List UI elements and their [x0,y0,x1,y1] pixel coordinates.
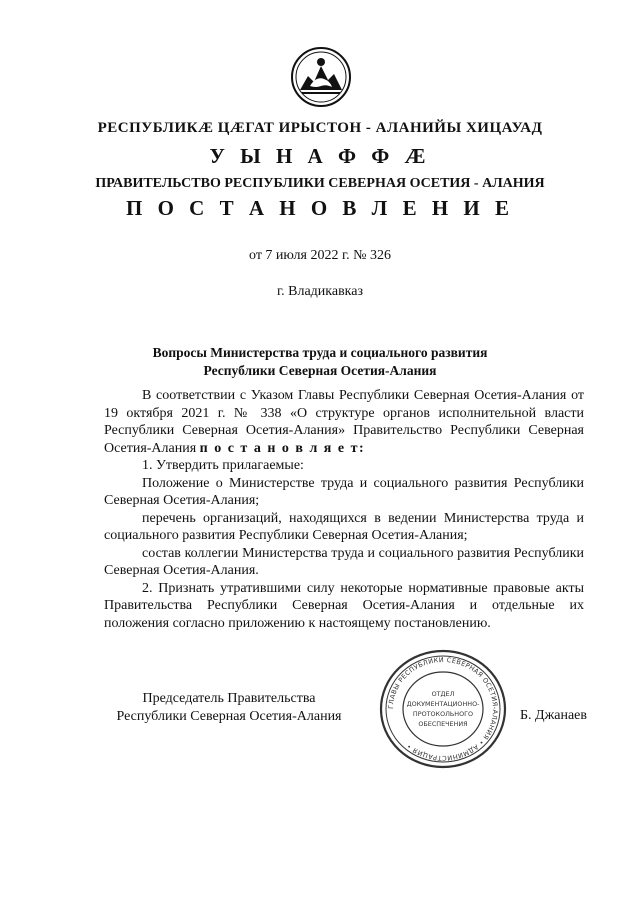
stamp-ring-text: ГЛАВЫ РЕСПУБЛИКИ СЕВЕРНАЯ ОСЕТИЯ-АЛАНИЯ • АДМИНИСТРАЦИЯ • [386,655,500,763]
document-subject [0,344,640,380]
signatory-name: Б. Джанаев [520,708,588,723]
doc-type-title: П О С Т А Н О В Л Е Н И Е [125,196,514,220]
stamp-center-line-3: ПРОТОКОЛЬНОГО [412,710,474,718]
doc-type-ossetian: У Ы Н А Ф Ф Æ [209,144,431,168]
signatory-title-line-1: Председатель Правительства [142,691,316,706]
stamp-center-line-2: ДОКУМЕНТАЦИОННО- [406,700,480,708]
document-date-number: от 7 июля 2022 г. № 326 [249,248,391,263]
stamp-center-line-4: ОБЕСПЕЧЕНИЯ [418,720,468,728]
body-paragraph-regulation: Положение о Министерстве труда и социального развития Республики Северная Осетия-Алания; [104,475,584,508]
government-title: ПРАВИТЕЛЬСТВО РЕСПУБЛИКИ СЕВЕРНАЯ ОСЕТИЯ - АЛАНИЯ [95,176,545,191]
preamble-text: В соответствии с Указом Главы Республики Северная Осетия-Алания от 19 октября 2021 г. № 338 «О структуре органов исполнительной власти Республики Северная Осетия-Алания» Правительство Республики Северная Осетия-Алания [104,388,584,456]
stamp-center-line-1: ОТДЕЛ [431,690,455,698]
republic-title-ossetian: РЕСПУБЛИКÆ ЦÆГАТ ИРЫСТОН - АЛАНИЙЫ ХИЦАУАД [97,120,543,136]
resolves-word: п о с т а н о в л я е т: [199,440,366,456]
official-seal-stamp [378,648,508,770]
body-paragraph-collegium: состав коллегии Министерства труда и социального развития Республики Северная Осетия-Алания. [104,545,584,578]
body-paragraph-preamble [104,387,584,457]
body-paragraph-organizations: перечень организаций, находящихся в ведении Министерства труда и социального развития Республики Северная Осетия-Алания; [104,510,584,543]
subject-line-1: Вопросы Министерства труда и социального развития [152,345,488,360]
signatory-title [104,690,354,726]
document-city: г. Владикавказ [276,284,364,299]
body-paragraph-item-2: 2. Признать утратившими силу некоторые нормативные правовые акты Правительства Республики Северная Осетия-Алания и отдельные их положения согласно приложению к настоящему постановлению. [104,580,584,631]
body-paragraph-item-1: 1. Утвердить прилагаемые: [142,458,304,473]
coat-of-arms-emblem [290,46,352,108]
signatory-title-line-2: Республики Северная Осетия-Алания [116,709,342,724]
document-body [104,387,584,632]
subject-line-2: Республики Северная Осетия-Алания [203,363,437,378]
